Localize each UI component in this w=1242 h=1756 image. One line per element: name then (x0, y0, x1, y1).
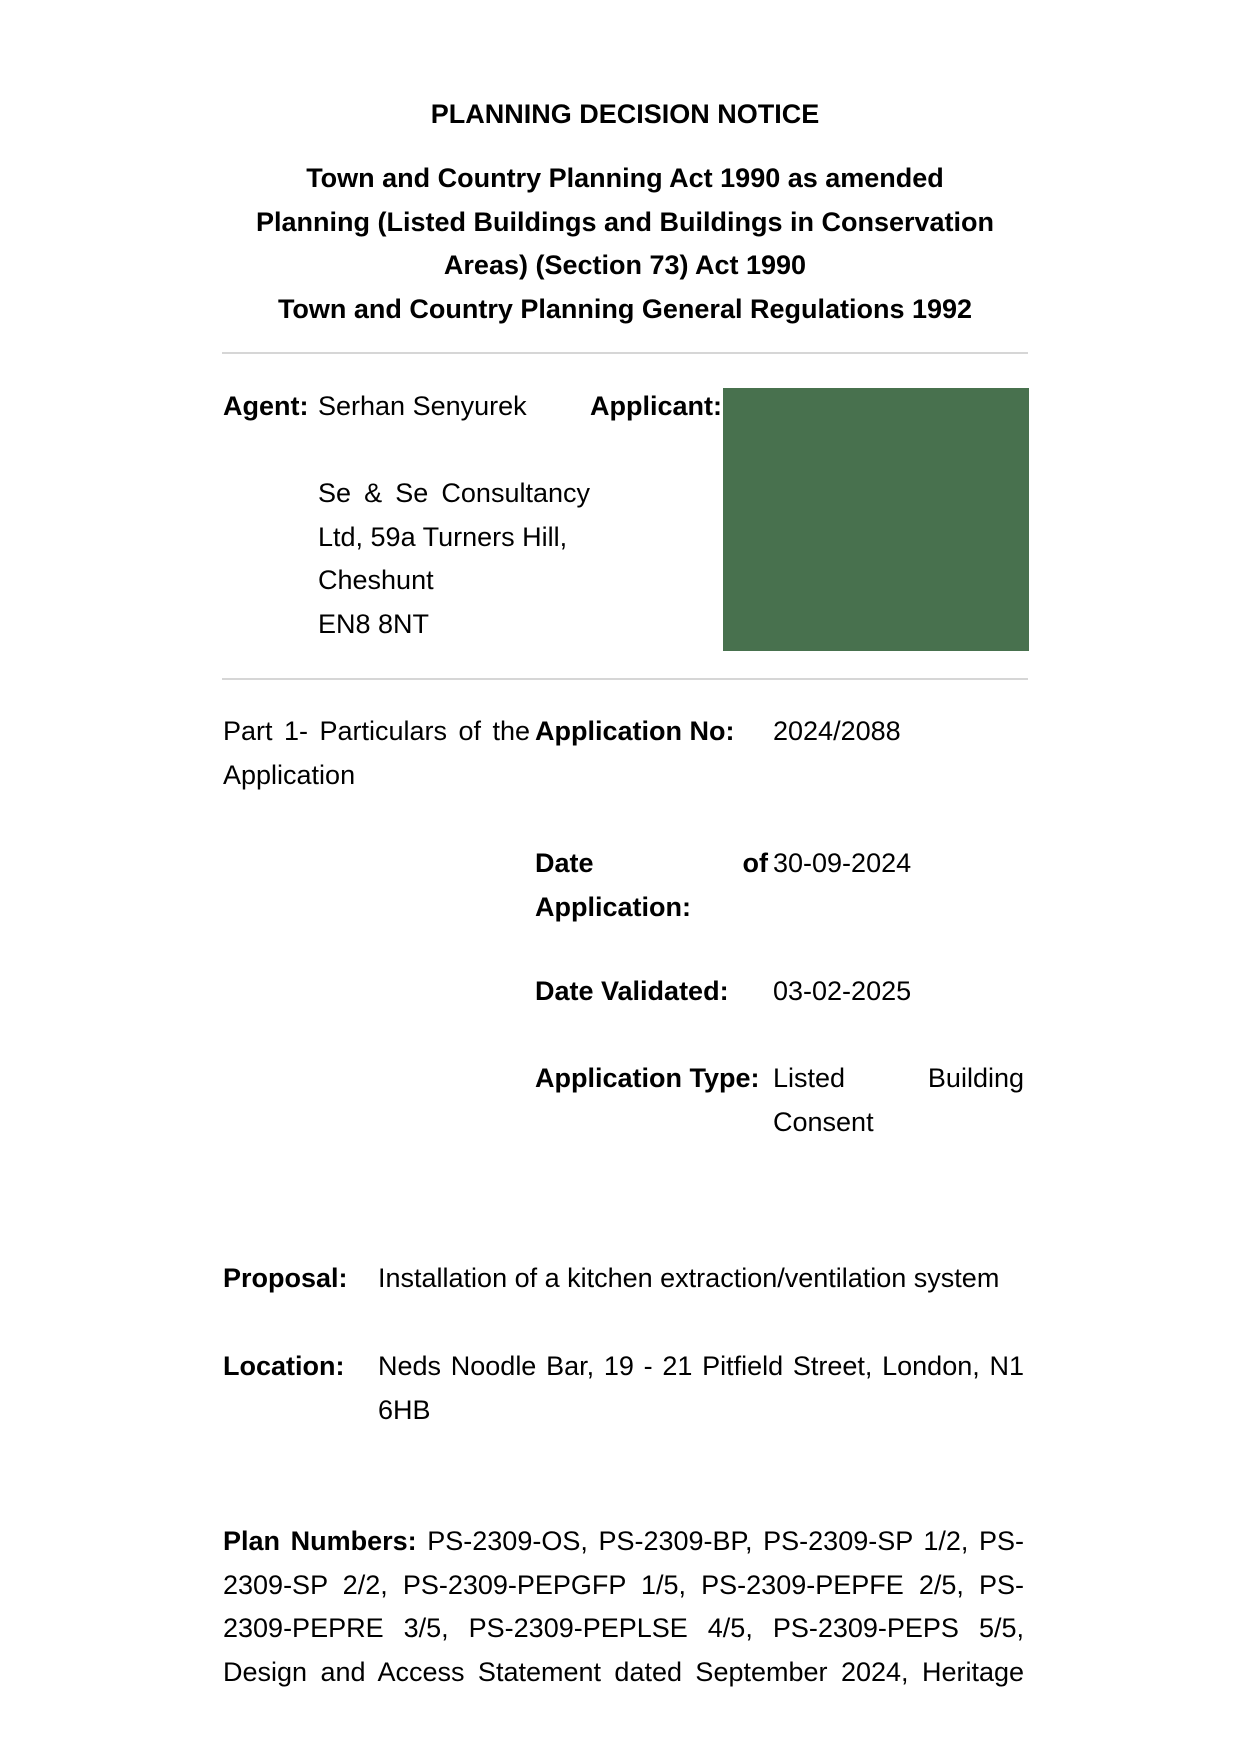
application-type-label: Application Type: (535, 1063, 760, 1093)
part1-section-label (223, 710, 530, 797)
location-value-line: 6HB (378, 1394, 431, 1425)
agent-address (318, 472, 590, 646)
statute-line: Planning (Listed Buildings and Buildings in Conservation (255, 206, 995, 237)
applicant-label: Applicant: (590, 391, 722, 421)
document-title: PLANNING DECISION NOTICE (430, 99, 820, 129)
date-of-application-label-line: Date of (535, 848, 768, 878)
agent-address-line: Cheshunt (318, 565, 434, 595)
divider (222, 352, 1028, 354)
proposal-value: Installation of a kitchen extraction/ventilation system (378, 1263, 1000, 1293)
application-type-value (773, 1057, 1024, 1144)
plan-numbers-line: 2309-SP 2/2, PS-2309-PEPGFP 1/5, PS-2309-PEPFE 2/5, PS- (223, 1569, 1024, 1600)
date-of-application-label (535, 842, 768, 929)
application-no-value: 2024/2088 (773, 716, 901, 746)
date-validated-value: 03-02-2025 (773, 976, 912, 1006)
plan-numbers-label: Plan Numbers: (223, 1526, 417, 1556)
applicant-redaction-box (723, 388, 1029, 651)
agent-address-line: EN8 8NT (318, 608, 430, 639)
agent-name: Serhan Senyurek (318, 391, 527, 421)
plan-numbers-line (223, 1520, 1024, 1564)
statute-line: Areas) (Section 73) Act 1990 (443, 250, 807, 280)
part1-section-label-line: Application (223, 759, 356, 790)
application-type-value-line: Consent (773, 1106, 874, 1137)
agent-address-line: Se & Se Consultancy (318, 478, 590, 508)
statute-line: Town and Country Planning General Regulations 1992 (277, 293, 973, 324)
statute-line: Town and Country Planning Act 1990 as amended (306, 163, 944, 193)
plan-numbers-text: PS-2309-OS, PS-2309-BP, PS-2309-SP 1/2, PS- (427, 1526, 1024, 1556)
proposal-label: Proposal: (223, 1263, 348, 1293)
location-value-line: Neds Noodle Bar, 19 - 21 Pitfield Street, London, N1 (378, 1351, 1024, 1381)
application-no-label: Application No: (535, 716, 735, 746)
agent-address-line: Ltd, 59a Turners Hill, (318, 521, 568, 552)
statute-header-block (222, 157, 1028, 331)
date-of-application-label-line: Application: (535, 891, 691, 922)
location-value (378, 1345, 1024, 1432)
agent-label: Agent: (223, 391, 309, 421)
location-label: Location: (223, 1351, 345, 1381)
part1-section-label-line: Part 1- Particulars of the (223, 716, 530, 746)
date-of-application-value: 30-09-2024 (773, 848, 912, 878)
divider (222, 678, 1028, 680)
date-validated-label: Date Validated: (535, 976, 729, 1006)
plan-numbers-line: 2309-PEPRE 3/5, PS-2309-PEPLSE 4/5, PS-2309-PEPS 5/5, (223, 1613, 1024, 1643)
plan-numbers-line: Design and Access Statement dated September 2024, Heritage (223, 1656, 1024, 1687)
application-type-value-line: Listed Building (773, 1063, 1024, 1093)
plan-numbers-paragraph (223, 1520, 1024, 1694)
